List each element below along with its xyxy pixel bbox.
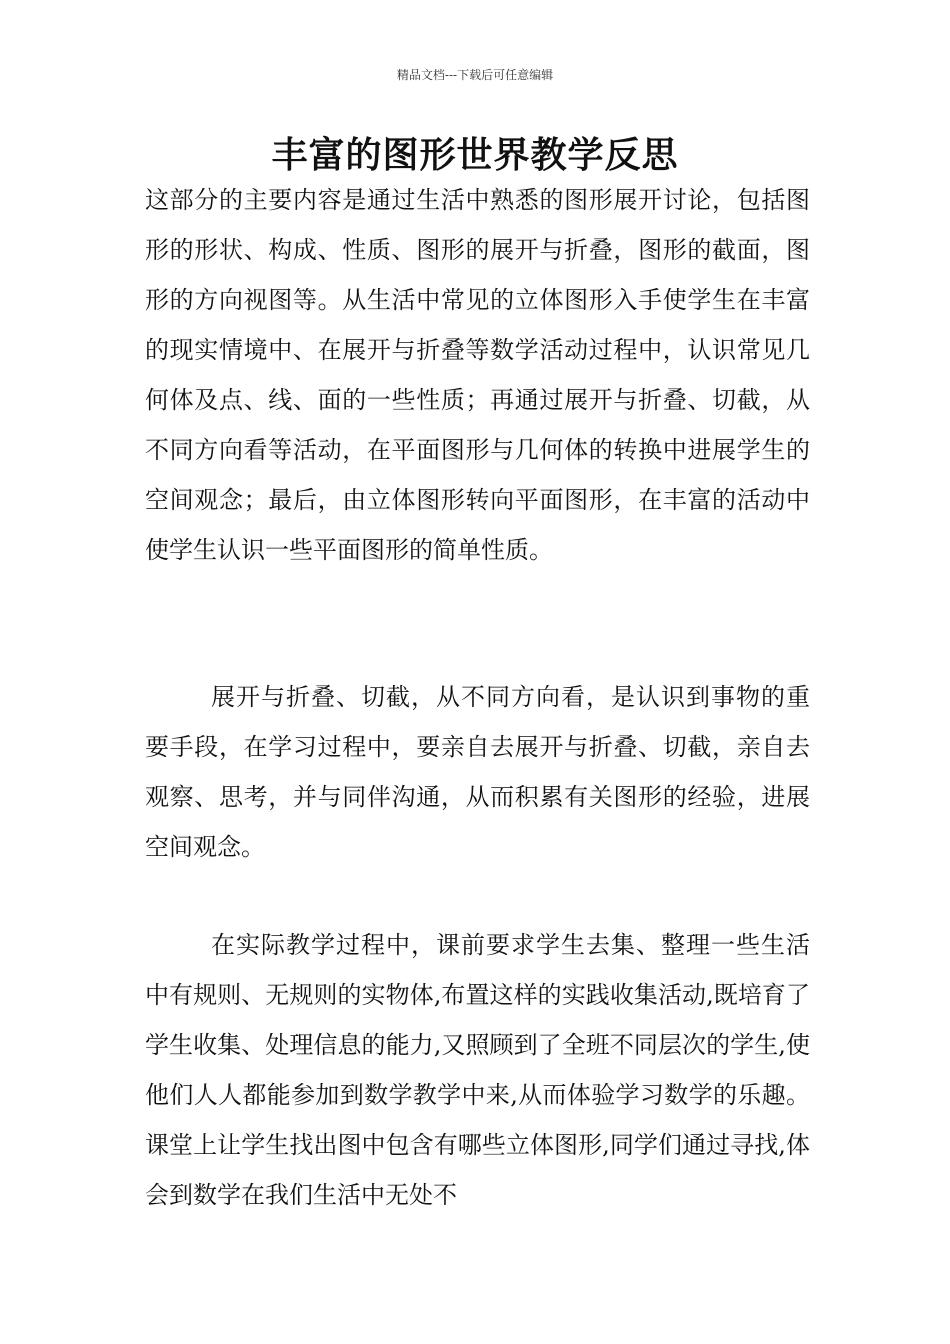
body-paragraph-2: 展开与折叠、切截，从不同方向看，是认识到事物的重要手段，在学习过程中，要亲自去展开与折叠、切截，亲自去观察、思考，并与同伴沟通，从而积累有关图形的经验，进展空间观念。 [145, 683, 810, 861]
page-header-note: 精品文档---下载后可任意编辑 [396, 68, 554, 82]
body-paragraph-1: 这部分的主要内容是通过生活中熟悉的图形展开讨论，包括图形的形状、构成、性质、图形的展开与折叠，图形的截面，图形的方向视图等。从生活中常见的立体图形入手使学生在丰富的现实情境中、在展开与折叠等数学活动过程中，认识常见几何体及点、线、面的一些性质；再通过展开与折叠、切截，从不同方向看等活动，在平面图形与几何体的转换中进展学生的空间观念；最后，由立体图形转向平面图形，在丰富的活动中使学生认识一些平面图形的简单性质。 [145, 186, 810, 564]
document-title: 丰富的图形世界教学反思 [271, 135, 679, 176]
body-paragraph-3: 在实际教学过程中，课前要求学生去集、整理一些生活中有规则、无规则的实物体,布置这样的实践收集活动,既培育了学生收集、处理信息的能力,又照顾到了全班不同层次的学生,使他们人人都能参加到数学教学中来,从而体验学习数学的乐趣。课堂上让学生找出图中包含有哪些立体图形,同学们通过寻找,体会到数学在我们生活中无处不 [145, 931, 810, 1209]
